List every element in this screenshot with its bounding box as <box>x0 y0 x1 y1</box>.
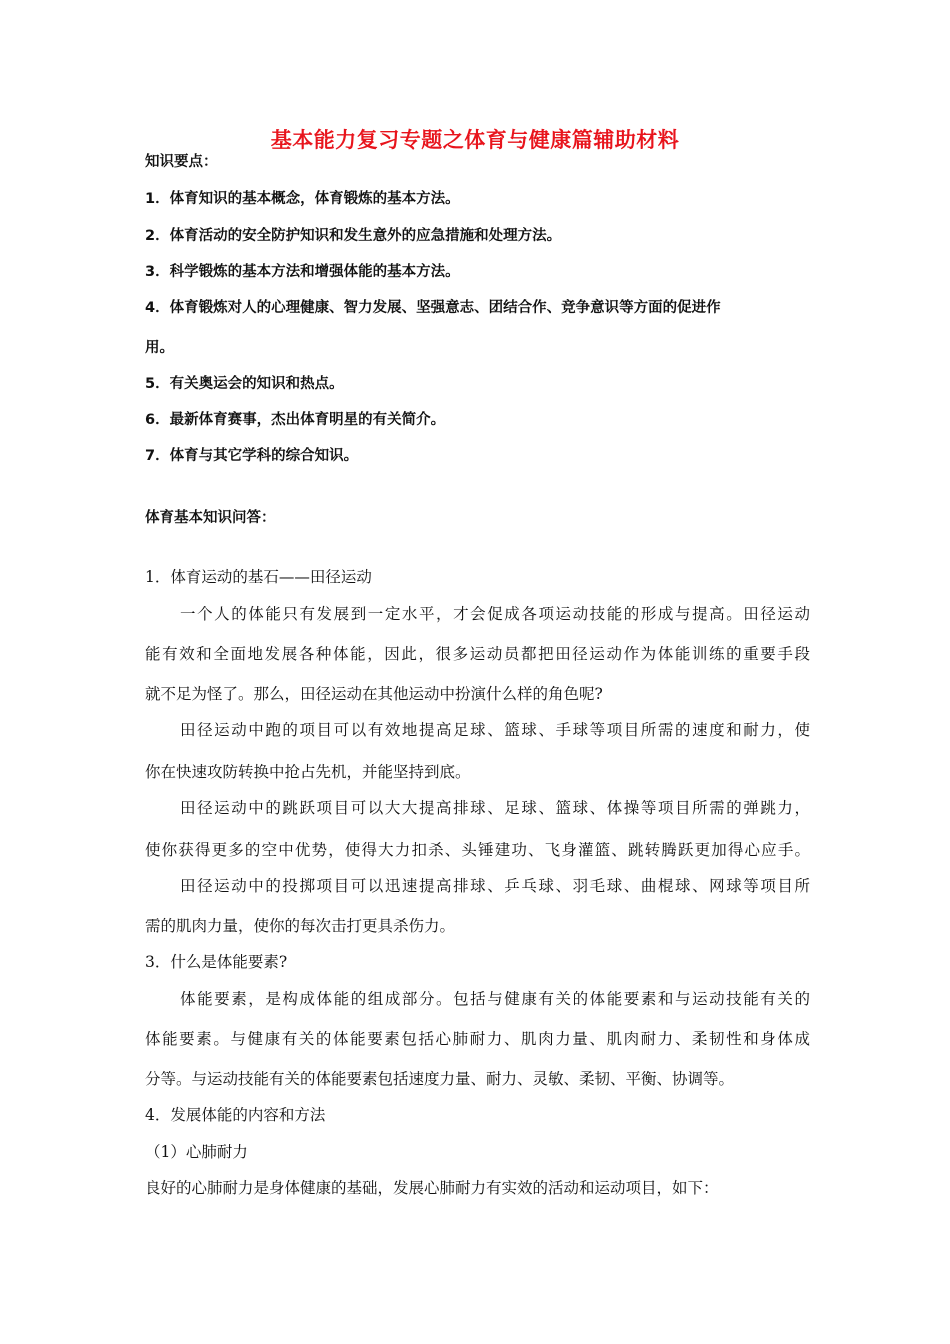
qa-heading: 体育基本知识问答： <box>145 510 276 526</box>
key-point-item: 6．最新体育赛事，杰出体育明星的有关简介。 <box>145 412 446 428</box>
paragraph-line: 需的肌肉力量，使你的每次击打更具杀伤力。 <box>145 917 456 935</box>
paragraph-line: 分等。与运动技能有关的体能要素包括速度力量、耐力、灵敏、柔韧、平衡、协调等。 <box>145 1070 735 1088</box>
key-points-heading: 知识要点： <box>145 154 218 170</box>
paragraph-line: 就不足为怪了。那么，田径运动在其他运动中扮演什么样的角色呢? <box>145 685 603 703</box>
paragraph-line: 你在快速攻防转换中抢占先机，并能坚持到底。 <box>145 763 471 781</box>
subsection-title-cardio: （1）心肺耐力 <box>145 1143 248 1161</box>
section-title-develop-fitness: 4．发展体能的内容和方法 <box>145 1106 326 1124</box>
key-point-item: 用。 <box>145 340 174 356</box>
key-point-item: 3．科学锻炼的基本方法和增强体能的基本方法。 <box>145 264 460 280</box>
paragraph-line: 良好的心肺耐力是身体健康的基础，发展心肺耐力有实效的活动和运动项目，如下： <box>145 1179 719 1197</box>
paragraph-line: 田径运动中跑的项目可以有效地提高足球、篮球、手球等项目所需的速度和耐力，使 <box>180 721 810 739</box>
key-point-item: 2．体育活动的安全防护知识和发生意外的应急措施和处理方法。 <box>145 228 562 244</box>
paragraph-line: 体能要素。与健康有关的体能要素包括心肺耐力、肌肉力量、肌肉耐力、柔韧性和身体成 <box>145 1030 810 1048</box>
section-title-track-field: 1．体育运动的基石——田径运动 <box>145 568 372 586</box>
paragraph-line: 田径运动中的跳跃项目可以大大提高排球、足球、篮球、体操等项目所需的弹跳力， <box>180 799 810 817</box>
section-title-fitness-elements: 3．什么是体能要素? <box>145 953 288 971</box>
document-title: 基本能力复习专题之体育与健康篇辅助材料 <box>270 128 680 152</box>
key-point-item: 7．体育与其它学科的综合知识。 <box>145 448 359 464</box>
paragraph-line: 田径运动中的投掷项目可以迅速提高排球、乒乓球、羽毛球、曲棍球、网球等项目所 <box>180 877 810 895</box>
paragraph-line: 使你获得更多的空中优势，使得大力扣杀、头锤建功、飞身灌篮、跳转腾跃更加得心应手。 <box>145 841 810 859</box>
key-point-item: 4．体育锻炼对人的心理健康、智力发展、坚强意志、团结合作、竞争意识等方面的促进作 <box>145 300 721 316</box>
key-point-item: 1．体育知识的基本概念，体育锻炼的基本方法。 <box>145 191 460 207</box>
key-point-item: 5．有关奥运会的知识和热点。 <box>145 376 344 392</box>
paragraph-line: 一个人的体能只有发展到一定水平，才会促成各项运动技能的形成与提高。田径运动 <box>180 605 810 623</box>
paragraph-line: 能有效和全面地发展各种体能，因此，很多运动员都把田径运动作为体能训练的重要手段 <box>145 645 810 663</box>
paragraph-line: 体能要素，是构成体能的组成部分。包括与健康有关的体能要素和与运动技能有关的 <box>180 990 810 1008</box>
